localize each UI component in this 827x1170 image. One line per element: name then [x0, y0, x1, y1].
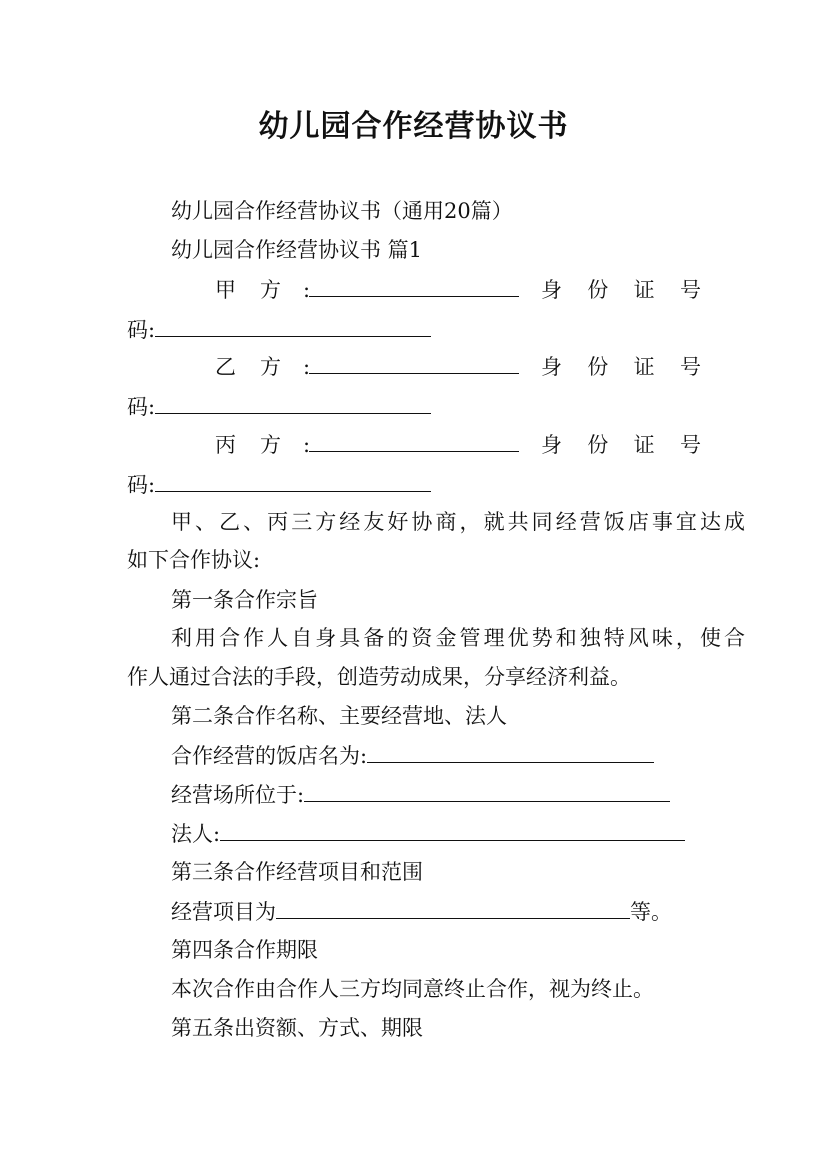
- article-1-text-line1: 利用合作人自身具备的资金管理优势和独特风味，使合: [171, 626, 745, 650]
- party-b-block: [127, 351, 701, 422]
- party-c-label: 丙 方 :: [215, 433, 311, 457]
- party-c-id-blank[interactable]: [155, 469, 431, 492]
- party-a-name-blank[interactable]: [309, 274, 519, 297]
- intro-paragraph-line1: 甲、乙、丙三方经友好协商，就共同经营饭店事宜达成: [171, 510, 745, 534]
- party-b-id-label: 身 份 证 号: [541, 355, 701, 379]
- article-3-items-line: 经营项目为 等。: [127, 896, 745, 927]
- article-4-heading: 第四条合作期限: [171, 938, 318, 962]
- intro-paragraph-line2: 如下合作协议:: [127, 548, 261, 572]
- document-title: 幼儿园合作经营协议书: [258, 109, 569, 144]
- party-c-block: [127, 429, 701, 500]
- party-b-id-end: 码:: [127, 395, 156, 419]
- chapter-heading: 幼儿园合作经营协议书 篇1: [171, 238, 423, 262]
- party-b-label: 乙 方 :: [215, 355, 311, 379]
- article-5-heading: 第五条出资额、方式、期限: [171, 1016, 423, 1040]
- party-a-id-end: 码:: [127, 318, 156, 342]
- article-1-heading: 第一条合作宗旨: [171, 588, 318, 612]
- article-2-name-line: 合作经营的饭店名为:: [127, 740, 745, 771]
- article-3-heading: 第三条合作经营项目和范围: [171, 860, 423, 884]
- business-location-blank[interactable]: [304, 779, 670, 802]
- business-items-blank[interactable]: [276, 896, 630, 919]
- party-c-name-blank[interactable]: [309, 429, 519, 452]
- article-1-text-line2: 作人通过合法的手段，创造劳动成果，分享经济利益。: [127, 665, 631, 689]
- legal-person-blank[interactable]: [220, 818, 685, 841]
- party-a-label: 甲 方 :: [215, 278, 311, 302]
- restaurant-name-blank[interactable]: [367, 740, 654, 763]
- party-a-id-label: 身 份 证 号: [541, 278, 701, 302]
- party-c-id-label: 身 份 证 号: [541, 433, 701, 457]
- article-2-heading: 第二条合作名称、主要经营地、法人: [171, 704, 507, 728]
- article-2-legal-line: 法人:: [127, 818, 745, 849]
- party-b-id-blank[interactable]: [155, 391, 431, 414]
- party-a-block: [127, 274, 701, 345]
- article-2-place-line: 经营场所位于:: [127, 779, 745, 810]
- document-subtitle: 幼儿园合作经营协议书（通用20篇）: [171, 199, 513, 223]
- article-4-text: 本次合作由合作人三方均同意终止合作，视为终止。: [171, 977, 654, 1001]
- party-c-id-end: 码:: [127, 473, 156, 497]
- party-b-name-blank[interactable]: [309, 351, 519, 374]
- party-a-id-blank[interactable]: [155, 314, 431, 337]
